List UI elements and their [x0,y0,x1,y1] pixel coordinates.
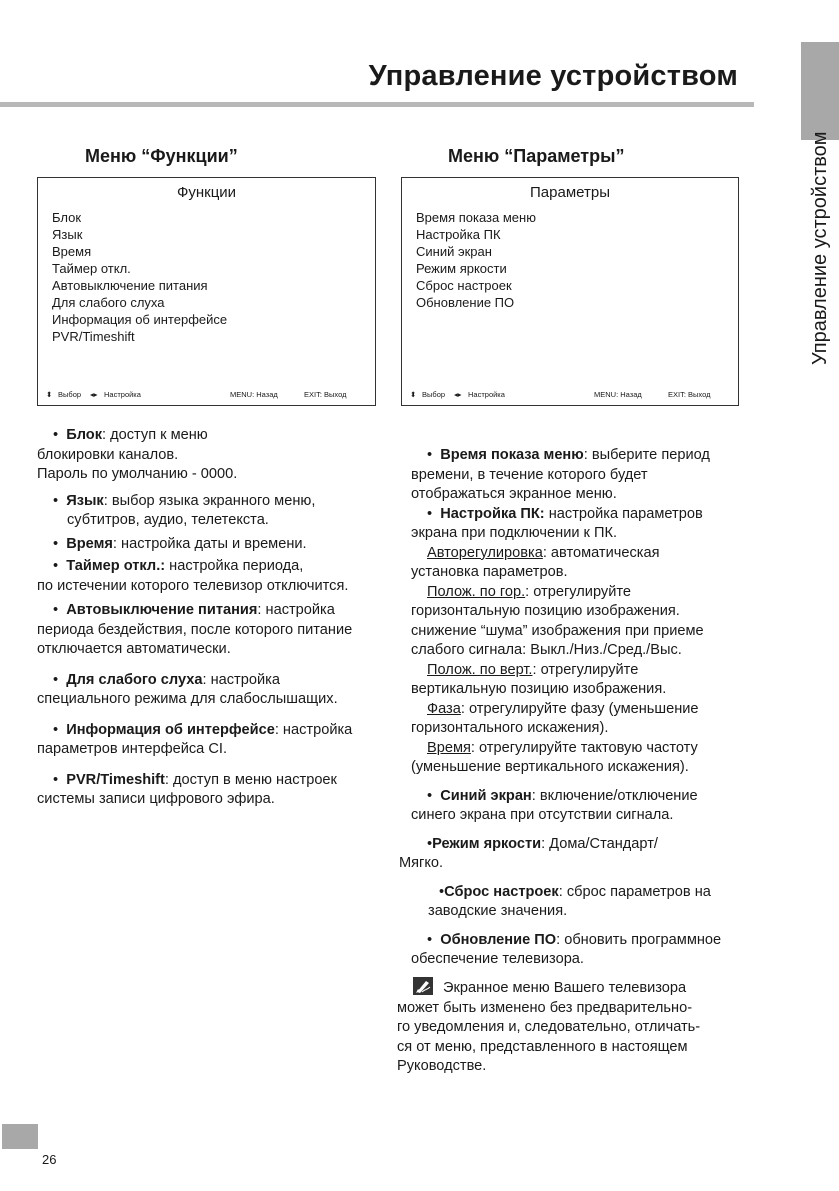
footer-select-hint: Выбор [58,390,82,399]
note-line: Руководстве. [397,1058,487,1074]
desc-line: Авторегулировка: автоматическая [427,544,660,561]
functions-menu-screenshot [37,177,376,406]
menu-item: Блок [52,210,82,225]
desc-line: (уменьшение вертикального искажения). [411,759,689,775]
functions-menu-list [52,209,227,345]
footer-exit-hint: EXIT: Выход [304,390,347,399]
left-right-arrows-icon: ◂▸ [454,390,462,399]
desc-line: Время: отрегулируйте тактовую частоту [427,739,698,756]
left-right-arrows-icon: ◂▸ [90,390,98,399]
functions-menu-title: Функции [176,184,237,201]
desc-line: • Обновление ПО: обновить программное [427,931,722,948]
functions-menu-footer [46,389,363,401]
desc-line: горизонтального искажения). [411,720,609,736]
desc-line: экрана при подключении к ПК. [411,525,618,541]
desc-line: • Настройка ПК: настройка параметров [427,505,703,522]
desc-line: времени, в течение которого будет [411,466,648,483]
note-line: Экранное меню Вашего телевизора [397,977,747,999]
footer-exit-hint: EXIT: Выход [668,390,711,399]
footer-adjust-hint: Настройка [468,390,505,399]
note-line: ся от меню, представленного в настоящем [397,1038,688,1055]
desc-line: Мягко. [399,855,444,871]
note-line: может быть изменено без предварительно- [397,999,693,1016]
footer-select-hint: Выбор [422,390,446,399]
pencil-note-icon [413,977,433,995]
desc-line: вертикальную позицию изображения. [411,681,667,697]
desc-line: • Синий экран: включение/отключение [427,787,698,804]
desc-line: •Сброс настроек: сброс параметров на [439,883,711,900]
functions-description [37,426,387,810]
desc-line: •Режим яркости: Дома/Стандарт/ [427,835,658,852]
menu-item: Язык [52,227,83,242]
menu-item: Сброс настроек [416,278,512,293]
desc-line: Полож. по верт.: отрегулируйте [427,661,639,678]
menu-item: Настройка ПК [416,227,501,242]
menu-item: Автовыключение питания [52,278,208,293]
desc-line: по истечении которого телевизор отключится. [37,577,349,594]
menu-item: Синий экран [416,244,492,259]
desc-line: системы записи цифрового эфира. [37,791,275,807]
parameters-menu-title: Параметры [530,184,610,201]
menu-item: PVR/Timeshift [52,329,135,344]
desc-line: снижение “шума” изображения при приеме [411,622,704,639]
desc-line: • Блок: доступ к меню [53,427,208,443]
parameters-menu-screenshot [401,177,739,406]
parameters-description [399,446,756,970]
desc-line: Фаза: отрегулируйте фазу (уменьшение [427,700,699,717]
page-number-tab [2,1124,38,1149]
note-block [397,977,747,1077]
title-divider [0,102,754,107]
note-line: го уведомления и, следовательно, отличать- [397,1019,701,1035]
desc-line: блокировки каналов. [37,446,179,463]
menu-item: Для слабого слуха [52,295,165,310]
footer-menu-hint: MENU: Назад [594,390,642,399]
desc-line: горизонтальную позицию изображения. [411,603,680,619]
desc-line: слабого сигнала: Выкл./Низ./Сред./Выс. [411,642,682,658]
functions-menu-caption: Меню “Функции” [85,146,238,166]
desc-line: синего экрана при отсутствии сигнала. [411,807,674,823]
desc-line: Пароль по умолчанию - 0000. [37,466,238,482]
up-down-arrows-icon: ⬍ [46,390,53,399]
desc-line: • Для слабого слуха: настройка [53,671,280,688]
desc-line: заводские значения. [428,903,568,919]
side-section-label: Управление устройством [809,131,831,365]
menu-item: Информация об интерфейсе [52,312,228,327]
up-down-arrows-icon: ⬍ [410,390,417,399]
desc-line: параметров интерфейса CI. [37,741,227,757]
desc-line: • Язык: выбор языка экранного меню, [53,492,316,509]
menu-item: Таймер откл. [52,261,131,276]
desc-line: отображаться экранное меню. [411,486,617,502]
footer-menu-hint: MENU: Назад [230,390,278,399]
desc-line: установка параметров. [411,564,568,580]
page-number: 26 [42,1152,57,1167]
desc-line: • Время показа меню: выберите период [427,447,710,463]
parameters-menu-caption: Меню “Параметры” [448,146,625,166]
parameters-menu-list [416,209,536,311]
desc-line: специального режима для слабослышащих. [37,691,338,707]
desc-line: отключается автоматически. [37,641,231,657]
desc-line: обеспечение телевизора. [411,951,584,967]
desc-line: Полож. по гор.: отрегулируйте [427,583,631,600]
desc-line: • Автовыключение питания: настройка [53,602,335,618]
footer-adjust-hint: Настройка [104,390,141,399]
menu-item: Обновление ПО [416,295,515,310]
desc-line: периода бездействия, после которого питание [37,621,353,638]
menu-item: Время [52,244,92,259]
menu-item: Режим яркости [416,261,507,276]
parameters-menu-footer [410,389,726,401]
desc-line: • Информация об интерфейсе: настройка [53,721,353,738]
desc-line: • Таймер откл.: настройка периода, [53,558,304,574]
desc-line: • Время: настройка даты и времени. [53,535,307,552]
desc-line: субтитров, аудио, телетекста. [67,512,269,528]
page-title: Управление устройством [368,60,738,92]
desc-line: • PVR/Timeshift: доступ в меню настроек [53,771,337,788]
menu-item: Время показа меню [416,210,536,225]
